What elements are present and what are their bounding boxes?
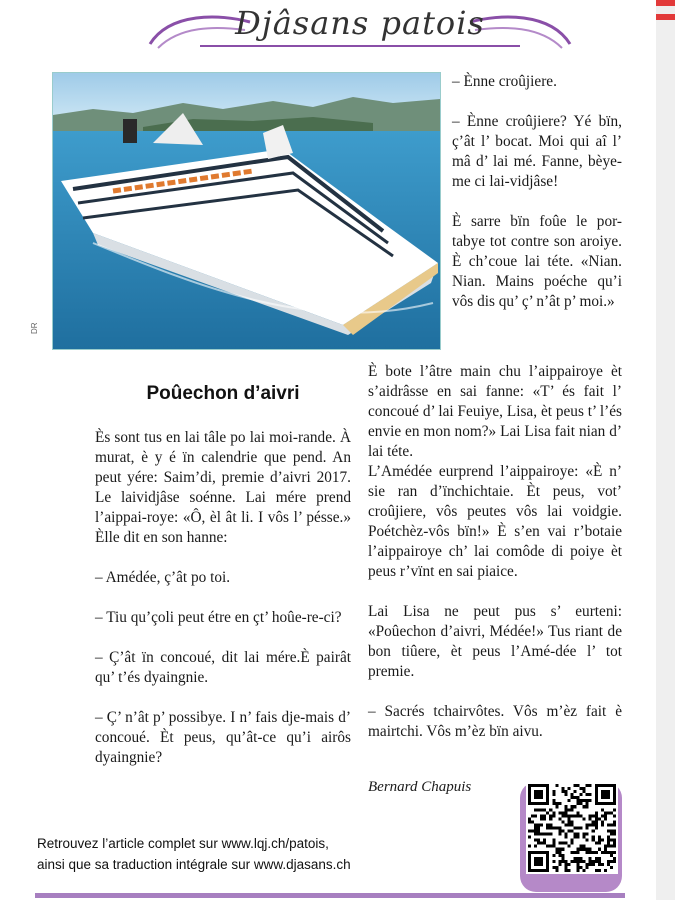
article-paragraph: – Ènne croûjiere. [452, 73, 557, 90]
bottom-accent-bar [35, 893, 625, 898]
article-paragraph: – Amédée, ç’ât po toi. [95, 569, 231, 586]
article-paragraph: – Tiu qu’çoli peut étre en çt’ hoûe-re-ci? [95, 609, 342, 626]
article-paragraph: Ès sont tus en lai tâle po lai moi-rande. À murat, è y é ïn calendrie que pend. An peut yére: Saim’di, premie d’aivri 2017. Le laividjâse soénne. Lai mére prend l’aippai-roye: «Ô, èl ât li. I vôs l’ pésse.» Èlle dit en son hanne: [95, 429, 351, 546]
article-paragraph: È bote l’âtre main chu l’aippairoye èt s’aidrâsse en sai fanne: «T’ és fait l’ concoué d’ lai Feuiye, Lisa, èt peus t’ l’és envie en mon nom?» Lai Lisa fait nian d’ lai téte. [368, 363, 622, 460]
page-header [140, 2, 580, 60]
article-paragraph: È sarre bïn foûe le por-tabye tot contre son aroiye. È ch’coue lai téte. «Nian. Nian. Mains poéche qu’i vôs dis qu’ ç’ n’ât p’ moi.» [452, 213, 622, 310]
footer-note [37, 833, 351, 875]
page-edge-strip [656, 0, 675, 900]
cruise-ship-photo [52, 72, 441, 350]
footer-line-article-link[interactable]: Retrouvez l’article complet sur www.lqj.ch/patois, [37, 836, 329, 851]
article-column-left [95, 428, 351, 768]
article-paragraph: – Ènne croûjiere? Yé bïn, ç’ât l’ bocat. Moi qui aî l’ mâ d’ lai mé. Fanne, bèye-me ci lai-vidjâse! [452, 113, 622, 190]
article-paragraph: – Ç’ât ïn concoué, dit lai mére.È pairât qu’ t’és dyaingnie. [95, 649, 351, 686]
article-paragraph: Lai Lisa ne peut pus s’ eurteni: «Poûechon d’aivri, Médée!» Tus riant de bon tiûere, èt peus l’Amé-dée l’ tot premie. [368, 603, 622, 680]
article-column-right-bottom [368, 362, 622, 742]
article-column-right-top [452, 72, 622, 312]
article-title: Poûechon d’aivri [146, 383, 300, 404]
author-signature: Bernard Chapuis [368, 779, 472, 795]
article-paragraph: – Sacrés tchairvôtes. Vôs m’èz fait è mairtchi. Vôs m’èz bïn aivu. [368, 703, 622, 740]
edge-mark [656, 0, 675, 6]
edge-mark [656, 14, 675, 20]
article-paragraph: L’Amédée eurprend l’aippairoye: «È n’ sie ran d’ïnchichtaie. Èt peus, vot’ croûjiere, vôs peutes vôs lai voidgie. Poétchèz-vôs bïn!» È s’en vai r’botaie l’aippairoye ch’ lai comôde di poiye èt peus r’vïnt en sai piaice. [368, 463, 622, 580]
qr-code-icon[interactable] [526, 782, 618, 874]
footer-line-translation-link[interactable]: ainsi que sa traduction intégrale sur www.djasans.ch [37, 857, 351, 872]
article-paragraph: – Ç’ n’ât p’ possibye. I n’ fais dje-mais d’ concoué. Èt peus, qu’ât-ce qu’i airôs dyaingnie? [95, 709, 351, 766]
photo-credit: DR [30, 322, 39, 334]
header-title: Djâsans patois [235, 4, 485, 42]
